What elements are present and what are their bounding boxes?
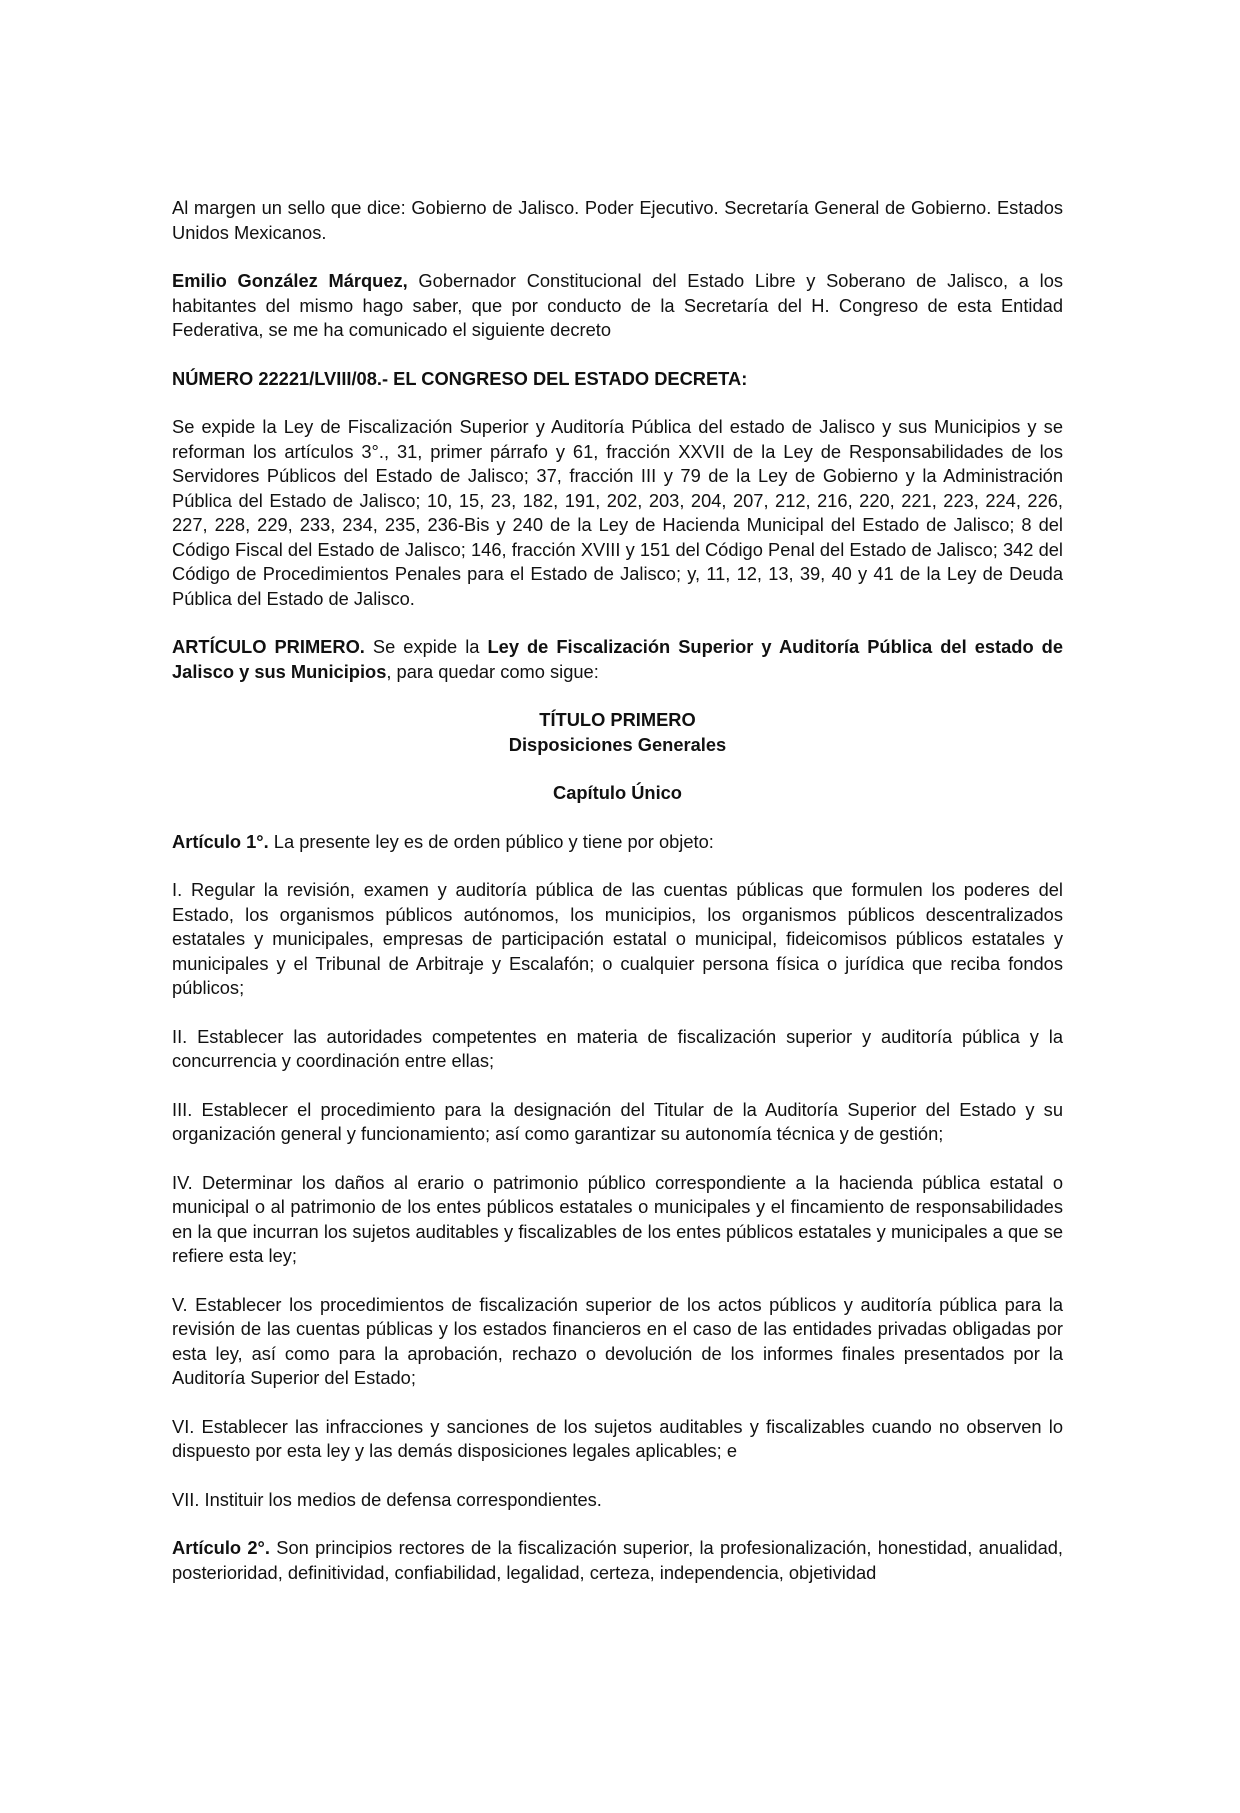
fraccion-vi: VI. Establecer las infracciones y sanciones de los sujetos auditables y fiscalizables cuando no observen lo dispuesto por esta ley y las demás disposiciones legales aplicables; e	[172, 1415, 1063, 1461]
fraccion-vii: VII. Instituir los medios de defensa correspondientes.	[172, 1488, 602, 1510]
articulo-2-label: Artículo 2°.	[172, 1537, 270, 1558]
fraccion-v: V. Establecer los procedimientos de fiscalización superior de los actos públicos y auditoría pública para la revisión de las cuentas públicas y los estados financieros en el caso de las entidades privadas obligadas por esta ley, así como para la aprobación, rechazo o devolución de los informes finales presentados por la Auditoría Superior del Estado;	[172, 1293, 1063, 1388]
articulo-primero-label: ARTÍCULO PRIMERO.	[172, 636, 365, 657]
fraccion-i: I. Regular la revisión, examen y auditoría pública de las cuentas públicas que formulen los poderes del Estado, los organismos públicos autónomos, los municipios, los organismos públicos descentralizados estatales y municipales, empresas de participación estatal o municipal, fideicomisos públicos estatales y municipales y el Tribunal de Arbitraje y Escalafón; o cualquier persona física o jurídica que reciba fondos públicos;	[172, 879, 1063, 998]
fraccion-iii: III. Establecer el procedimiento para la designación del Titular de la Auditoría Superior del Estado y su organización general y funcionamiento; así como garantizar su autonomía técnica y de gestión;	[172, 1098, 1063, 1144]
governor-text: Gobernador Constitucional del Estado Libre y Soberano de Jalisco, a los habitantes del mismo hago saber, que por conducto de la Secretaría del H. Congreso de esta Entidad Federativa, se me ha comunicado el siguiente decreto	[172, 270, 1063, 340]
document-page	[172, 196, 1063, 1585]
governor-name: Emilio González Márquez,	[172, 270, 408, 291]
decree-number: NÚMERO 22221/LVIII/08.- EL CONGRESO DEL ESTADO DECRETA:	[172, 367, 748, 389]
titulo-subtitle: Disposiciones Generales	[508, 733, 727, 755]
seal-paragraph: Al margen un sello que dice: Gobierno de Jalisco. Poder Ejecutivo. Secretaría General de Gobierno. Estados Unidos Mexicanos.	[172, 197, 1063, 243]
title-block	[172, 708, 1063, 757]
governor-paragraph	[172, 269, 1063, 343]
fraccion-ii: II. Establecer las autoridades competentes en materia de fiscalización superior y auditoría pública y la concurrencia y coordinación entre ellas;	[172, 1025, 1063, 1071]
articulo-2: Artículo 2°. Son principios rectores de la fiscalización superior, la profesionalización, honestidad, anualidad, posterioridad, definitividad, confiabilidad, legalidad, certeza, independencia, objetividad	[172, 1537, 1063, 1583]
articulo-primero: ARTÍCULO PRIMERO. Se expide la Ley de Fiscalización Superior y Auditoría Pública del estado de Jalisco y sus Municipios, para quedar como sigue:	[172, 636, 1064, 682]
articulo-1-label: Artículo 1°.	[172, 830, 269, 852]
intro-paragraph: Se expide la Ley de Fiscalización Superior y Auditoría Pública del estado de Jalisco y sus Municipios y se reforman los artículos 3°., 31, primer párrafo y 61, fracción XXVII de la Ley de Responsabilidades de los Servidores Públicos del Estado de Jalisco; 37, fracción III y 79 de la Ley de Gobierno y la Administración Pública del Estado de Jalisco; 10, 15, 23, 182, 191, 202, 203, 204, 207, 212, 216, 220, 221, 223, 224, 226, 227, 228, 229, 233, 234, 235, 236-Bis y 240 de la Ley de Hacienda Municipal del Estado de Jalisco; 8 del Código Fiscal del Estado de Jalisco; 146, fracción XVIII y 151 del Código Penal del Estado de Jalisco; 342 del Código de Procedimientos Penales para el Estado de Jalisco; y, 11, 12, 13, 39, 40 y 41 de la Ley de Deuda Pública del Estado de Jalisco.	[172, 416, 1063, 609]
articulo-1: Artículo 1°. La presente ley es de orden público y tiene por objeto:	[172, 830, 714, 852]
capitulo-heading: Capítulo Único	[553, 782, 682, 803]
chapter-block	[172, 781, 1063, 806]
titulo-heading: TÍTULO PRIMERO	[539, 709, 696, 730]
fraccion-iv: IV. Determinar los daños al erario o patrimonio público correspondiente a la hacienda pública estatal o municipal o al patrimonio de los entes públicos estatales o municipales y el fincamiento de responsabilidades en la que incurran los sujetos auditables y fiscalizables de los entes públicos estatales y municipales a que se refiere esta ley;	[172, 1171, 1063, 1266]
law-name: Ley de Fiscalización Superior y Auditoría Pública del estado de Jalisco y sus Municipios	[172, 636, 1064, 682]
